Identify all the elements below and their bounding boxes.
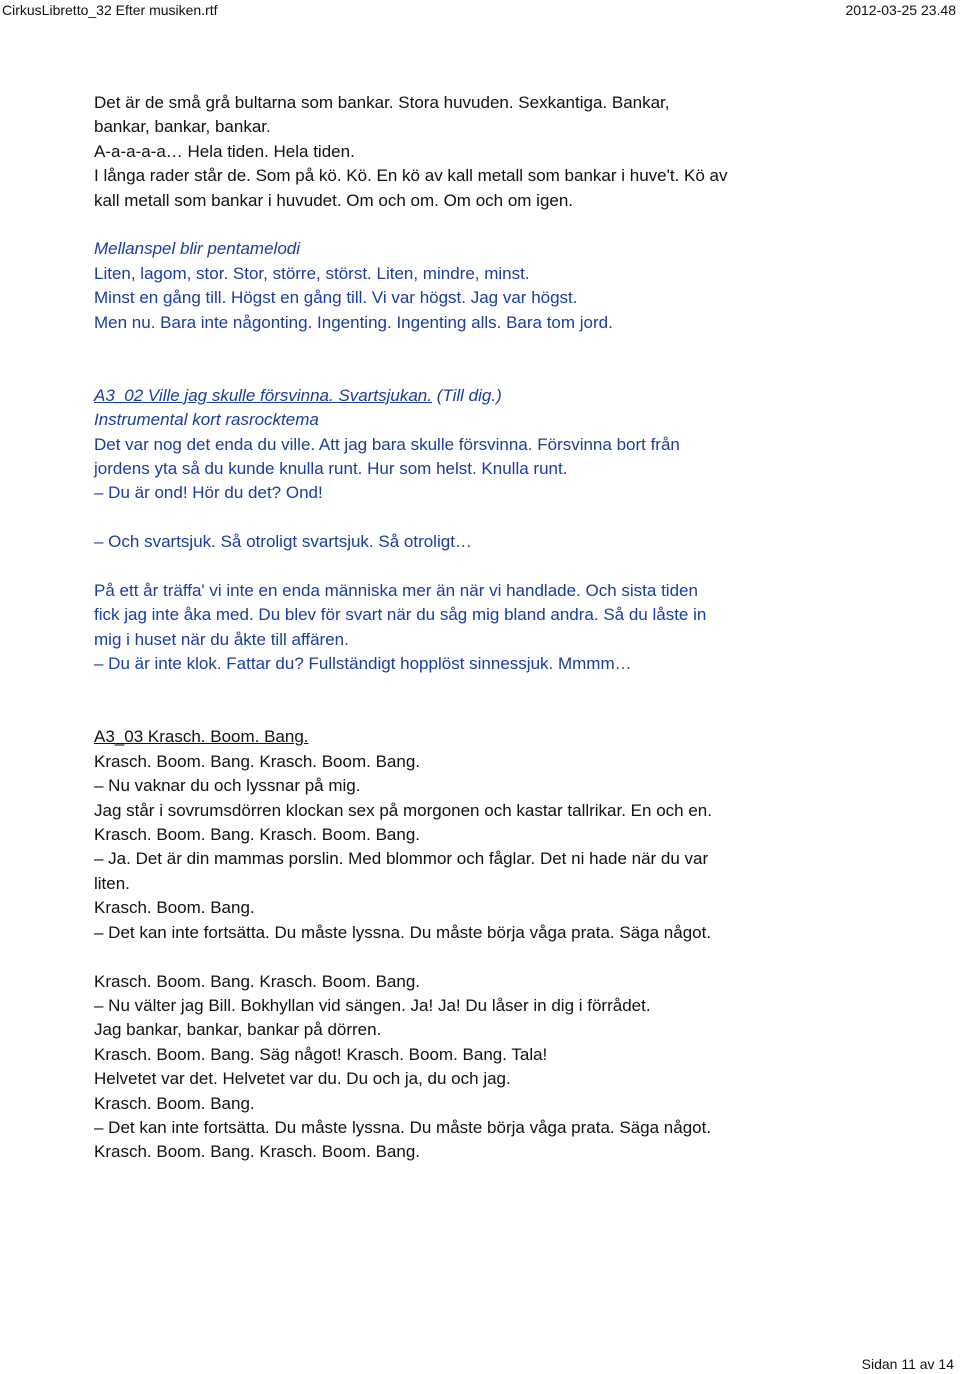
text-line: – Det kan inte fortsätta. Du måste lyssna. Du måste börja våga prata. Säga något. <box>94 1117 712 1137</box>
interlude-heading: Mellanspel blir pentamelodi <box>94 239 301 259</box>
section-title-suffix: (Till dig.) <box>431 385 502 405</box>
text-line: – Och svartsjuk. Så otroligt svartsjuk. Så otroligt… <box>94 532 472 552</box>
page-number: Sidan 11 av 14 <box>861 1356 954 1372</box>
document-body <box>94 91 924 1165</box>
file-name: CirkusLibretto_32 Efter musiken.rtf <box>2 2 218 18</box>
section-a3-02 <box>94 384 924 677</box>
text-line: liten. <box>94 873 130 893</box>
text-line: – Du är ond! Hör du det? Ond! <box>94 483 323 503</box>
text-line: I långa rader står de. Som på kö. Kö. En kö av kall metall som bankar i huve't. Kö av <box>94 166 728 186</box>
text-line: mig i huset när du åkte till affären. <box>94 629 349 649</box>
text-line: Det var nog det enda du ville. Att jag bara skulle försvinna. Försvinna bort från <box>94 434 680 454</box>
text-line: bankar, bankar, bankar. <box>94 117 271 137</box>
text-line: Jag bankar, bankar, bankar på dörren. <box>94 1020 382 1040</box>
page-header <box>0 0 960 22</box>
section-title: A3_03 Krasch. Boom. Bang. <box>94 727 309 747</box>
text-line: – Ja. Det är din mammas porslin. Med blommor och fåglar. Det ni hade när du var <box>94 849 709 869</box>
text-line: jordens yta så du kunde knulla runt. Hur som helst. Knulla runt. <box>94 459 568 479</box>
text-line: Krasch. Boom. Bang. Säg något! Krasch. Boom. Bang. Tala! <box>94 1044 548 1064</box>
text-line: Krasch. Boom. Bang. Krasch. Boom. Bang. <box>94 971 420 991</box>
section-title <box>94 384 924 408</box>
text-line: Jag står i sovrumsdörren klockan sex på morgonen och kastar tallrikar. En och en. <box>94 800 712 820</box>
text-line: Krasch. Boom. Bang. <box>94 898 255 918</box>
text-line: På ett år träffa' vi inte en enda människa mer än när vi handlade. Och sista tiden <box>94 581 698 601</box>
text-line: – Du är inte klok. Fattar du? Fullständigt hopplöst sinnessjuk. Mmmm… <box>94 654 632 674</box>
text-line: Krasch. Boom. Bang. Krasch. Boom. Bang. <box>94 751 420 771</box>
text-line: Helvetet var det. Helvetet var du. Du och ja, du och jag. <box>94 1069 511 1089</box>
text-line: – Det kan inte fortsätta. Du måste lyssna. Du måste börja våga prata. Säga något. <box>94 922 712 942</box>
text-line: – Nu vaknar du och lyssnar på mig. <box>94 776 361 796</box>
text-line: Det är de små grå bultarna som bankar. Stora huvuden. Sexkantiga. Bankar, <box>94 93 670 112</box>
section-a3-03 <box>94 725 924 1164</box>
section-title-text: A3_02 Ville jag skulle försvinna. Svartsjukan. <box>94 385 432 405</box>
print-datetime: 2012-03-25 23.48 <box>845 2 956 18</box>
text-line: – Nu välter jag Bill. Bokhyllan vid sängen. Ja! Ja! Du låser in dig i förrådet. <box>94 995 651 1015</box>
text-line: fick jag inte åka med. Du blev för svart när du såg mig bland andra. Så du låste in <box>94 605 707 625</box>
text-line: kall metall som bankar i huvudet. Om och om. Om och om igen. <box>94 190 574 210</box>
paragraph-block-1 <box>94 91 924 213</box>
text-line: Krasch. Boom. Bang. Krasch. Boom. Bang. <box>94 1142 420 1162</box>
text-line: Minst en gång till. Högst en gång till. Vi var högst. Jag var högst. <box>94 288 578 308</box>
paragraph-block-2 <box>94 237 924 335</box>
text-line: Men nu. Bara inte någonting. Ingenting. Ingenting alls. Bara tom jord. <box>94 312 613 332</box>
text-line: Krasch. Boom. Bang. Krasch. Boom. Bang. <box>94 825 420 845</box>
text-line: Krasch. Boom. Bang. <box>94 1093 255 1113</box>
section-subheading: Instrumental kort rasrocktema <box>94 410 319 430</box>
text-line: A-a-a-a-a… Hela tiden. Hela tiden. <box>94 141 355 161</box>
text-line: Liten, lagom, stor. Stor, större, störst. Liten, mindre, minst. <box>94 263 530 283</box>
